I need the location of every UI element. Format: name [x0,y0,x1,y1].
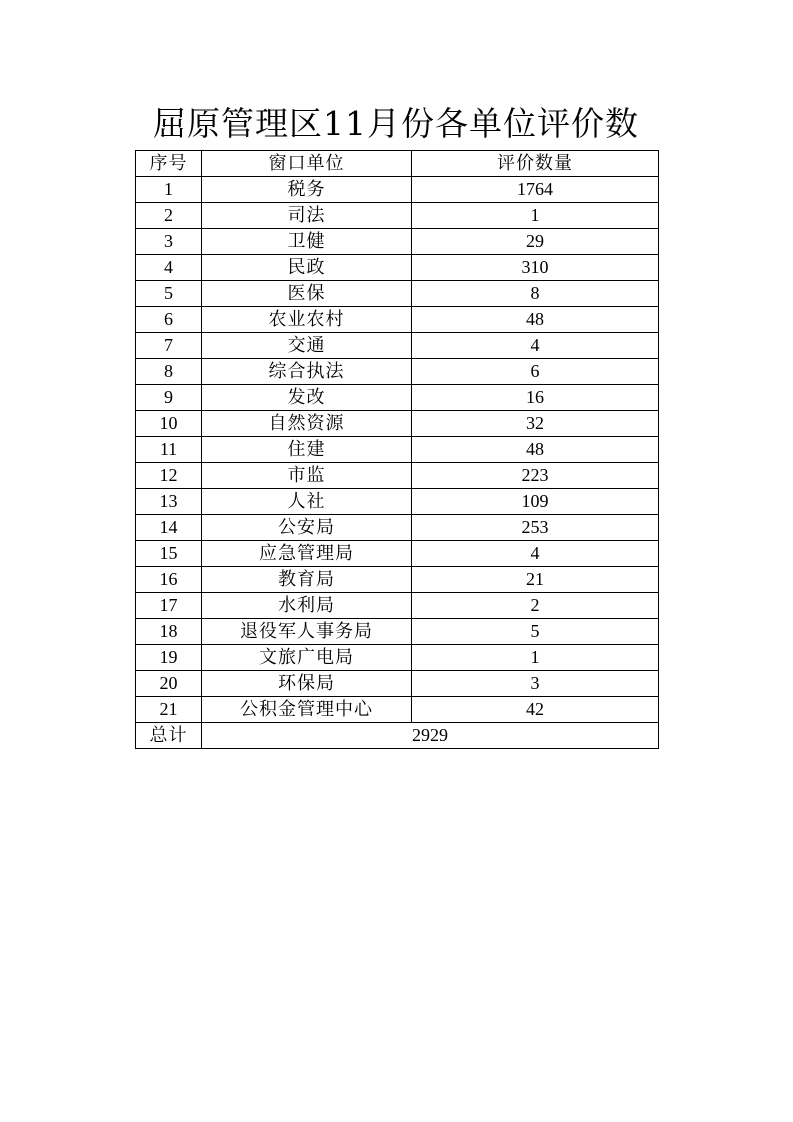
row-index: 10 [136,411,202,437]
table-row [136,255,659,281]
row-index: 12 [136,463,202,489]
row-unit: 民政 [202,255,412,281]
table-row [136,567,659,593]
row-count: 29 [412,229,659,255]
row-count: 5 [412,619,659,645]
row-count: 1 [412,203,659,229]
table-row [136,515,659,541]
table-body [136,177,659,723]
row-index: 9 [136,385,202,411]
table-row [136,437,659,463]
row-index: 21 [136,697,202,723]
table-row [136,177,659,203]
row-index: 3 [136,229,202,255]
row-index: 1 [136,177,202,203]
table-row [136,541,659,567]
row-count: 32 [412,411,659,437]
row-count: 310 [412,255,659,281]
row-index: 8 [136,359,202,385]
row-unit: 税务 [202,177,412,203]
table-header [136,151,659,177]
row-count: 48 [412,437,659,463]
row-index: 5 [136,281,202,307]
header-count: 评价数量 [412,151,659,177]
row-index: 17 [136,593,202,619]
table-row [136,489,659,515]
row-count: 1764 [412,177,659,203]
row-count: 16 [412,385,659,411]
row-count: 2 [412,593,659,619]
table-row [136,385,659,411]
row-unit: 环保局 [202,671,412,697]
row-count: 48 [412,307,659,333]
row-unit: 水利局 [202,593,412,619]
row-unit: 司法 [202,203,412,229]
row-unit: 卫健 [202,229,412,255]
row-unit: 应急管理局 [202,541,412,567]
table-footer [136,723,659,749]
total-value: 2929 [202,723,659,749]
row-unit: 综合执法 [202,359,412,385]
row-count: 6 [412,359,659,385]
table-row [136,697,659,723]
table-row [136,307,659,333]
table-row [136,281,659,307]
row-unit: 退役军人事务局 [202,619,412,645]
row-unit: 人社 [202,489,412,515]
row-count: 42 [412,697,659,723]
row-unit: 文旅广电局 [202,645,412,671]
row-unit: 公积金管理中心 [202,697,412,723]
row-index: 15 [136,541,202,567]
table-row [136,593,659,619]
row-index: 7 [136,333,202,359]
row-count: 21 [412,567,659,593]
table-row [136,333,659,359]
row-index: 14 [136,515,202,541]
row-index: 19 [136,645,202,671]
row-count: 3 [412,671,659,697]
row-index: 16 [136,567,202,593]
row-unit: 自然资源 [202,411,412,437]
evaluation-table [135,150,659,749]
row-unit: 农业农村 [202,307,412,333]
row-unit: 市监 [202,463,412,489]
table-row [136,619,659,645]
row-index: 2 [136,203,202,229]
table-row [136,671,659,697]
row-count: 1 [412,645,659,671]
row-index: 20 [136,671,202,697]
row-index: 6 [136,307,202,333]
row-index: 13 [136,489,202,515]
row-count: 223 [412,463,659,489]
row-count: 4 [412,333,659,359]
row-unit: 交通 [202,333,412,359]
header-unit: 窗口单位 [202,151,412,177]
total-label: 总计 [136,723,202,749]
row-unit: 教育局 [202,567,412,593]
table-row [136,359,659,385]
row-count: 8 [412,281,659,307]
header-row [136,151,659,177]
row-index: 4 [136,255,202,281]
table-row [136,203,659,229]
table-row [136,463,659,489]
table-row [136,229,659,255]
row-count: 4 [412,541,659,567]
row-unit: 发改 [202,385,412,411]
table-row [136,411,659,437]
row-index: 11 [136,437,202,463]
row-unit: 医保 [202,281,412,307]
total-row [136,723,659,749]
row-count: 253 [412,515,659,541]
header-index: 序号 [136,151,202,177]
row-count: 109 [412,489,659,515]
table-row [136,645,659,671]
page-title: 屈原管理区11月份各单位评价数 [153,104,639,143]
row-unit: 公安局 [202,515,412,541]
row-unit: 住建 [202,437,412,463]
row-index: 18 [136,619,202,645]
